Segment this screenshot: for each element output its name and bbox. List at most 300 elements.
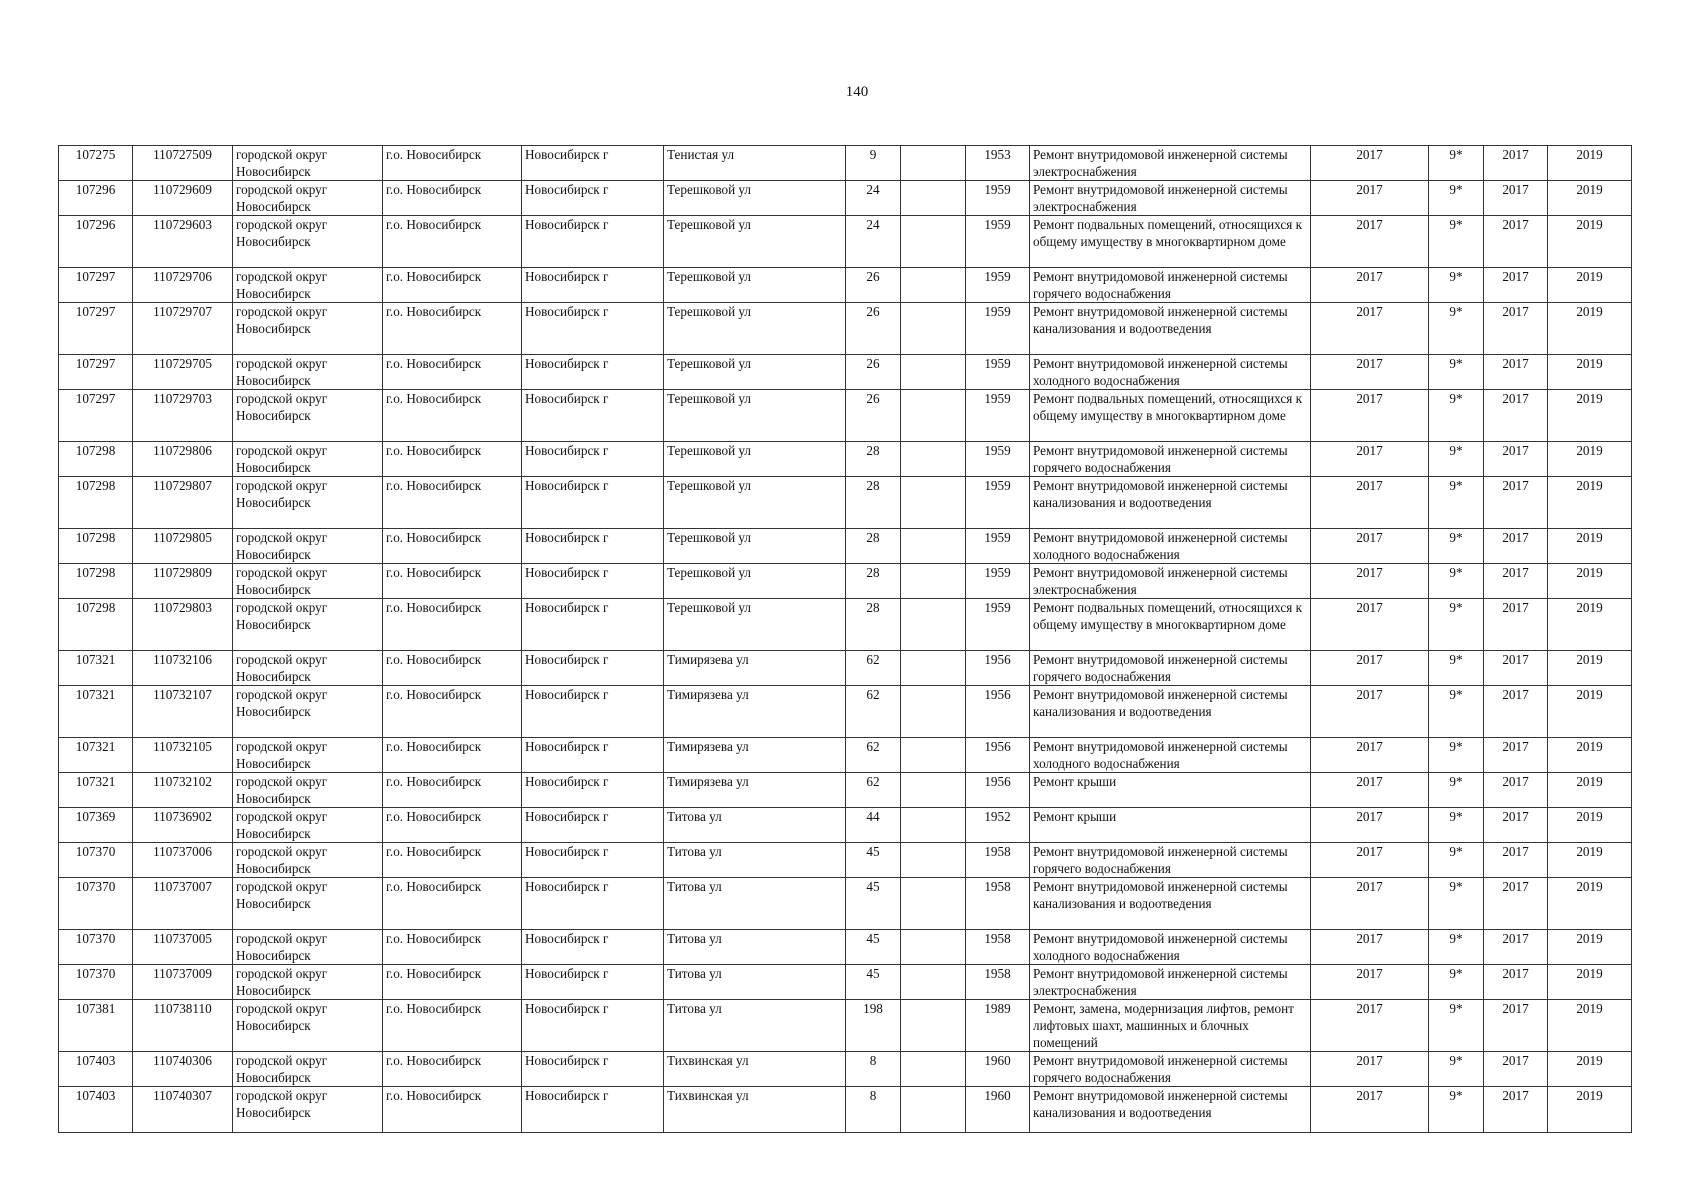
cell-plan-year: 2017 <box>1311 930 1429 965</box>
cell-house-number: 198 <box>846 1000 901 1052</box>
cell-house-id: 107403 <box>59 1087 133 1133</box>
cell-street: Титова ул <box>664 878 846 930</box>
cell-plan-year: 2017 <box>1311 442 1429 477</box>
cell-house-number: 9 <box>846 146 901 181</box>
cell-settlement: Новосибирск г <box>522 181 664 216</box>
cell-municipality: г.о. Новосибирск <box>383 930 522 965</box>
cell-start-year: 2017 <box>1484 965 1548 1000</box>
cell-work-type: Ремонт внутридомовой инженерной системы электроснабжения <box>1030 564 1311 599</box>
cell-street: Терешковой ул <box>664 268 846 303</box>
cell-work-type: Ремонт внутридомовой инженерной системы канализования и водоотведения <box>1030 477 1311 529</box>
cell-end-year: 2019 <box>1548 477 1632 529</box>
cell-settlement: Новосибирск г <box>522 564 664 599</box>
cell-plan-year: 2017 <box>1311 564 1429 599</box>
table-row <box>59 390 1632 442</box>
cell-house-number: 28 <box>846 564 901 599</box>
cell-house-id: 107321 <box>59 651 133 686</box>
table-row <box>59 529 1632 564</box>
cell-plan-year: 2017 <box>1311 1087 1429 1133</box>
cell-code: 9* <box>1429 181 1484 216</box>
cell-house-number: 28 <box>846 599 901 651</box>
cell-street: Титова ул <box>664 930 846 965</box>
cell-plan-year: 2017 <box>1311 146 1429 181</box>
cell-district: городской округ Новосибирск <box>233 843 383 878</box>
cell-build-year: 1958 <box>966 930 1030 965</box>
cell-district: городской округ Новосибирск <box>233 181 383 216</box>
cell-end-year: 2019 <box>1548 686 1632 738</box>
cell-street: Тихвинская ул <box>664 1052 846 1087</box>
cell-house-number: 8 <box>846 1052 901 1087</box>
cell-settlement: Новосибирск г <box>522 303 664 355</box>
cell-municipality: г.о. Новосибирск <box>383 529 522 564</box>
cell-code: 9* <box>1429 564 1484 599</box>
cell-house-number: 44 <box>846 808 901 843</box>
cell-start-year: 2017 <box>1484 355 1548 390</box>
cell-plan-year: 2017 <box>1311 808 1429 843</box>
cell-settlement: Новосибирск г <box>522 878 664 930</box>
cell-start-year: 2017 <box>1484 268 1548 303</box>
cell-house-number: 45 <box>846 965 901 1000</box>
cell-work-id: 110729707 <box>133 303 233 355</box>
cell-municipality: г.о. Новосибирск <box>383 1052 522 1087</box>
cell-start-year: 2017 <box>1484 808 1548 843</box>
cell-end-year: 2019 <box>1548 1052 1632 1087</box>
cell-work-type: Ремонт внутридомовой инженерной системы канализования и водоотведения <box>1030 686 1311 738</box>
cell-end-year: 2019 <box>1548 808 1632 843</box>
cell-municipality: г.о. Новосибирск <box>383 303 522 355</box>
cell-building <box>901 599 966 651</box>
cell-building <box>901 1087 966 1133</box>
cell-district: городской округ Новосибирск <box>233 599 383 651</box>
cell-street: Тенистая ул <box>664 146 846 181</box>
cell-work-id: 110732102 <box>133 773 233 808</box>
cell-end-year: 2019 <box>1548 390 1632 442</box>
cell-plan-year: 2017 <box>1311 390 1429 442</box>
cell-district: городской округ Новосибирск <box>233 442 383 477</box>
cell-work-type: Ремонт внутридомовой инженерной системы канализования и водоотведения <box>1030 878 1311 930</box>
cell-house-number: 8 <box>846 1087 901 1133</box>
cell-end-year: 2019 <box>1548 738 1632 773</box>
cell-municipality: г.о. Новосибирск <box>383 477 522 529</box>
cell-plan-year: 2017 <box>1311 529 1429 564</box>
cell-work-id: 110740306 <box>133 1052 233 1087</box>
table-row <box>59 477 1632 529</box>
cell-district: городской округ Новосибирск <box>233 1052 383 1087</box>
table-row <box>59 773 1632 808</box>
cell-code: 9* <box>1429 1087 1484 1133</box>
cell-work-id: 110727509 <box>133 146 233 181</box>
cell-house-id: 107298 <box>59 599 133 651</box>
cell-end-year: 2019 <box>1548 146 1632 181</box>
cell-municipality: г.о. Новосибирск <box>383 843 522 878</box>
table-row <box>59 1087 1632 1133</box>
cell-district: городской округ Новосибирск <box>233 268 383 303</box>
cell-district: городской округ Новосибирск <box>233 651 383 686</box>
cell-start-year: 2017 <box>1484 216 1548 268</box>
cell-street: Тимирязева ул <box>664 686 846 738</box>
cell-building <box>901 268 966 303</box>
cell-district: городской округ Новосибирск <box>233 808 383 843</box>
cell-house-id: 107321 <box>59 738 133 773</box>
cell-street: Терешковой ул <box>664 442 846 477</box>
cell-build-year: 1953 <box>966 146 1030 181</box>
cell-district: городской округ Новосибирск <box>233 930 383 965</box>
cell-plan-year: 2017 <box>1311 181 1429 216</box>
cell-district: городской округ Новосибирск <box>233 773 383 808</box>
cell-build-year: 1959 <box>966 181 1030 216</box>
cell-building <box>901 843 966 878</box>
table-row <box>59 355 1632 390</box>
cell-plan-year: 2017 <box>1311 1052 1429 1087</box>
cell-municipality: г.о. Новосибирск <box>383 181 522 216</box>
table-row <box>59 1000 1632 1052</box>
cell-end-year: 2019 <box>1548 651 1632 686</box>
cell-building <box>901 1052 966 1087</box>
cell-work-type: Ремонт внутридомовой инженерной системы холодного водоснабжения <box>1030 738 1311 773</box>
cell-house-id: 107275 <box>59 146 133 181</box>
cell-district: городской округ Новосибирск <box>233 303 383 355</box>
cell-build-year: 1958 <box>966 878 1030 930</box>
cell-municipality: г.о. Новосибирск <box>383 599 522 651</box>
cell-start-year: 2017 <box>1484 878 1548 930</box>
cell-house-number: 62 <box>846 773 901 808</box>
cell-street: Терешковой ул <box>664 181 846 216</box>
page-number: 140 <box>845 84 869 100</box>
cell-house-number: 26 <box>846 268 901 303</box>
cell-house-number: 26 <box>846 390 901 442</box>
cell-settlement: Новосибирск г <box>522 1087 664 1133</box>
cell-build-year: 1956 <box>966 651 1030 686</box>
cell-end-year: 2019 <box>1548 216 1632 268</box>
cell-work-type: Ремонт подвальных помещений, относящихся к общему имуществу в многоквартирном доме <box>1030 390 1311 442</box>
cell-municipality: г.о. Новосибирск <box>383 1000 522 1052</box>
cell-house-id: 107297 <box>59 390 133 442</box>
cell-end-year: 2019 <box>1548 355 1632 390</box>
cell-settlement: Новосибирск г <box>522 146 664 181</box>
cell-municipality: г.о. Новосибирск <box>383 564 522 599</box>
cell-building <box>901 965 966 1000</box>
cell-municipality: г.о. Новосибирск <box>383 651 522 686</box>
table-row <box>59 651 1632 686</box>
cell-work-type: Ремонт внутридомовой инженерной системы горячего водоснабжения <box>1030 442 1311 477</box>
cell-code: 9* <box>1429 738 1484 773</box>
cell-building <box>901 930 966 965</box>
cell-district: городской округ Новосибирск <box>233 878 383 930</box>
cell-work-id: 110732105 <box>133 738 233 773</box>
cell-house-number: 28 <box>846 477 901 529</box>
table-row <box>59 808 1632 843</box>
cell-build-year: 1959 <box>966 390 1030 442</box>
cell-work-type: Ремонт подвальных помещений, относящихся к общему имуществу в многоквартирном доме <box>1030 599 1311 651</box>
cell-end-year: 2019 <box>1548 843 1632 878</box>
cell-code: 9* <box>1429 442 1484 477</box>
cell-building <box>901 564 966 599</box>
cell-building <box>901 773 966 808</box>
cell-build-year: 1959 <box>966 216 1030 268</box>
cell-build-year: 1960 <box>966 1087 1030 1133</box>
table-row <box>59 216 1632 268</box>
cell-start-year: 2017 <box>1484 529 1548 564</box>
cell-build-year: 1959 <box>966 268 1030 303</box>
cell-plan-year: 2017 <box>1311 651 1429 686</box>
cell-build-year: 1960 <box>966 1052 1030 1087</box>
cell-end-year: 2019 <box>1548 1000 1632 1052</box>
cell-code: 9* <box>1429 390 1484 442</box>
cell-plan-year: 2017 <box>1311 965 1429 1000</box>
cell-code: 9* <box>1429 216 1484 268</box>
cell-end-year: 2019 <box>1548 268 1632 303</box>
cell-build-year: 1952 <box>966 808 1030 843</box>
cell-code: 9* <box>1429 303 1484 355</box>
cell-start-year: 2017 <box>1484 651 1548 686</box>
cell-end-year: 2019 <box>1548 878 1632 930</box>
cell-plan-year: 2017 <box>1311 477 1429 529</box>
cell-district: городской округ Новосибирск <box>233 390 383 442</box>
cell-street: Тимирязева ул <box>664 738 846 773</box>
cell-settlement: Новосибирск г <box>522 355 664 390</box>
cell-building <box>901 738 966 773</box>
table-row <box>59 738 1632 773</box>
cell-building <box>901 355 966 390</box>
cell-settlement: Новосибирск г <box>522 738 664 773</box>
cell-district: городской округ Новосибирск <box>233 564 383 599</box>
cell-municipality: г.о. Новосибирск <box>383 1087 522 1133</box>
cell-code: 9* <box>1429 773 1484 808</box>
cell-plan-year: 2017 <box>1311 738 1429 773</box>
cell-house-id: 107369 <box>59 808 133 843</box>
cell-building <box>901 878 966 930</box>
cell-work-id: 110729706 <box>133 268 233 303</box>
cell-code: 9* <box>1429 1000 1484 1052</box>
cell-work-id: 110738110 <box>133 1000 233 1052</box>
cell-work-type: Ремонт внутридомовой инженерной системы электроснабжения <box>1030 146 1311 181</box>
cell-house-id: 107321 <box>59 773 133 808</box>
cell-work-type: Ремонт крыши <box>1030 808 1311 843</box>
cell-end-year: 2019 <box>1548 181 1632 216</box>
cell-code: 9* <box>1429 686 1484 738</box>
cell-plan-year: 2017 <box>1311 1000 1429 1052</box>
cell-street: Тихвинская ул <box>664 1087 846 1133</box>
cell-municipality: г.о. Новосибирск <box>383 738 522 773</box>
cell-start-year: 2017 <box>1484 303 1548 355</box>
cell-street: Титова ул <box>664 808 846 843</box>
cell-building <box>901 529 966 564</box>
table-body <box>59 146 1632 1133</box>
cell-end-year: 2019 <box>1548 303 1632 355</box>
cell-house-id: 107297 <box>59 268 133 303</box>
cell-work-type: Ремонт внутридомовой инженерной системы горячего водоснабжения <box>1030 268 1311 303</box>
cell-work-type: Ремонт внутридомовой инженерной системы горячего водоснабжения <box>1030 651 1311 686</box>
cell-start-year: 2017 <box>1484 773 1548 808</box>
cell-house-number: 28 <box>846 529 901 564</box>
cell-build-year: 1959 <box>966 442 1030 477</box>
cell-district: городской округ Новосибирск <box>233 529 383 564</box>
cell-work-type: Ремонт внутридомовой инженерной системы электроснабжения <box>1030 965 1311 1000</box>
table-row <box>59 843 1632 878</box>
cell-settlement: Новосибирск г <box>522 216 664 268</box>
cell-settlement: Новосибирск г <box>522 442 664 477</box>
cell-code: 9* <box>1429 477 1484 529</box>
cell-street: Терешковой ул <box>664 477 846 529</box>
cell-building <box>901 808 966 843</box>
cell-settlement: Новосибирск г <box>522 1000 664 1052</box>
cell-house-number: 24 <box>846 181 901 216</box>
cell-work-id: 110740307 <box>133 1087 233 1133</box>
cell-house-id: 107381 <box>59 1000 133 1052</box>
cell-end-year: 2019 <box>1548 442 1632 477</box>
cell-settlement: Новосибирск г <box>522 529 664 564</box>
cell-street: Терешковой ул <box>664 355 846 390</box>
cell-end-year: 2019 <box>1548 564 1632 599</box>
cell-building <box>901 146 966 181</box>
cell-municipality: г.о. Новосибирск <box>383 965 522 1000</box>
cell-street: Титова ул <box>664 965 846 1000</box>
cell-work-type: Ремонт внутридомовой инженерной системы электроснабжения <box>1030 181 1311 216</box>
table-row <box>59 930 1632 965</box>
cell-plan-year: 2017 <box>1311 878 1429 930</box>
cell-street: Титова ул <box>664 1000 846 1052</box>
cell-house-id: 107403 <box>59 1052 133 1087</box>
cell-house-id: 107297 <box>59 355 133 390</box>
cell-street: Терешковой ул <box>664 303 846 355</box>
cell-build-year: 1959 <box>966 355 1030 390</box>
cell-code: 9* <box>1429 930 1484 965</box>
cell-plan-year: 2017 <box>1311 216 1429 268</box>
cell-code: 9* <box>1429 1052 1484 1087</box>
cell-municipality: г.о. Новосибирск <box>383 268 522 303</box>
cell-work-type: Ремонт внутридомовой инженерной системы холодного водоснабжения <box>1030 529 1311 564</box>
cell-code: 9* <box>1429 651 1484 686</box>
cell-settlement: Новосибирск г <box>522 808 664 843</box>
cell-municipality: г.о. Новосибирск <box>383 442 522 477</box>
cell-house-number: 26 <box>846 355 901 390</box>
cell-work-type: Ремонт внутридомовой инженерной системы горячего водоснабжения <box>1030 843 1311 878</box>
cell-building <box>901 442 966 477</box>
cell-work-id: 110729705 <box>133 355 233 390</box>
cell-work-id: 110729806 <box>133 442 233 477</box>
cell-street: Терешковой ул <box>664 599 846 651</box>
cell-street: Терешковой ул <box>664 216 846 268</box>
cell-build-year: 1959 <box>966 477 1030 529</box>
cell-settlement: Новосибирск г <box>522 1052 664 1087</box>
cell-work-type: Ремонт крыши <box>1030 773 1311 808</box>
cell-build-year: 1958 <box>966 843 1030 878</box>
cell-settlement: Новосибирск г <box>522 843 664 878</box>
cell-work-id: 110732106 <box>133 651 233 686</box>
cell-building <box>901 651 966 686</box>
cell-municipality: г.о. Новосибирск <box>383 878 522 930</box>
cell-settlement: Новосибирск г <box>522 651 664 686</box>
cell-district: городской округ Новосибирск <box>233 1000 383 1052</box>
table-row <box>59 268 1632 303</box>
cell-work-type: Ремонт внутридомовой инженерной системы холодного водоснабжения <box>1030 930 1311 965</box>
cell-building <box>901 390 966 442</box>
cell-district: городской округ Новосибирск <box>233 216 383 268</box>
cell-settlement: Новосибирск г <box>522 773 664 808</box>
cell-house-number: 28 <box>846 442 901 477</box>
cell-work-id: 110737007 <box>133 878 233 930</box>
cell-work-id: 110732107 <box>133 686 233 738</box>
cell-house-id: 107297 <box>59 303 133 355</box>
table-row <box>59 686 1632 738</box>
cell-work-type: Ремонт, замена, модернизация лифтов, ремонт лифтовых шахт, машинных и блочных помещений <box>1030 1000 1311 1052</box>
cell-house-id: 107370 <box>59 843 133 878</box>
cell-district: городской округ Новосибирск <box>233 686 383 738</box>
cell-code: 9* <box>1429 529 1484 564</box>
cell-work-id: 110737009 <box>133 965 233 1000</box>
cell-settlement: Новосибирск г <box>522 268 664 303</box>
cell-house-number: 62 <box>846 686 901 738</box>
table-row <box>59 878 1632 930</box>
cell-street: Титова ул <box>664 843 846 878</box>
cell-start-year: 2017 <box>1484 390 1548 442</box>
cell-code: 9* <box>1429 843 1484 878</box>
cell-house-id: 107298 <box>59 529 133 564</box>
cell-code: 9* <box>1429 146 1484 181</box>
cell-build-year: 1959 <box>966 303 1030 355</box>
cell-plan-year: 2017 <box>1311 843 1429 878</box>
cell-house-number: 24 <box>846 216 901 268</box>
cell-start-year: 2017 <box>1484 146 1548 181</box>
cell-house-id: 107321 <box>59 686 133 738</box>
cell-start-year: 2017 <box>1484 1052 1548 1087</box>
cell-start-year: 2017 <box>1484 477 1548 529</box>
table-row <box>59 599 1632 651</box>
cell-build-year: 1959 <box>966 529 1030 564</box>
cell-settlement: Новосибирск г <box>522 390 664 442</box>
cell-settlement: Новосибирск г <box>522 477 664 529</box>
table-row <box>59 1052 1632 1087</box>
cell-start-year: 2017 <box>1484 181 1548 216</box>
cell-district: городской округ Новосибирск <box>233 477 383 529</box>
cell-street: Терешковой ул <box>664 564 846 599</box>
cell-district: городской округ Новосибирск <box>233 355 383 390</box>
cell-municipality: г.о. Новосибирск <box>383 808 522 843</box>
cell-build-year: 1989 <box>966 1000 1030 1052</box>
cell-building <box>901 686 966 738</box>
cell-end-year: 2019 <box>1548 529 1632 564</box>
cell-build-year: 1956 <box>966 738 1030 773</box>
cell-house-number: 45 <box>846 843 901 878</box>
cell-street: Тимирязева ул <box>664 651 846 686</box>
cell-municipality: г.о. Новосибирск <box>383 686 522 738</box>
cell-start-year: 2017 <box>1484 843 1548 878</box>
cell-work-type: Ремонт подвальных помещений, относящихся к общему имуществу в многоквартирном доме <box>1030 216 1311 268</box>
cell-start-year: 2017 <box>1484 564 1548 599</box>
cell-district: городской округ Новосибирск <box>233 146 383 181</box>
cell-work-id: 110729807 <box>133 477 233 529</box>
cell-work-id: 110729809 <box>133 564 233 599</box>
cell-work-id: 110729805 <box>133 529 233 564</box>
cell-work-type: Ремонт внутридомовой инженерной системы канализования и водоотведения <box>1030 1087 1311 1133</box>
cell-start-year: 2017 <box>1484 442 1548 477</box>
cell-work-id: 110737006 <box>133 843 233 878</box>
cell-building <box>901 1000 966 1052</box>
cell-build-year: 1956 <box>966 773 1030 808</box>
cell-end-year: 2019 <box>1548 599 1632 651</box>
cell-work-type: Ремонт внутридомовой инженерной системы канализования и водоотведения <box>1030 303 1311 355</box>
cell-work-id: 110729803 <box>133 599 233 651</box>
cell-code: 9* <box>1429 599 1484 651</box>
cell-plan-year: 2017 <box>1311 355 1429 390</box>
cell-district: городской округ Новосибирск <box>233 1087 383 1133</box>
cell-end-year: 2019 <box>1548 930 1632 965</box>
cell-settlement: Новосибирск г <box>522 686 664 738</box>
cell-municipality: г.о. Новосибирск <box>383 216 522 268</box>
cell-work-id: 110737005 <box>133 930 233 965</box>
cell-municipality: г.о. Новосибирск <box>383 355 522 390</box>
cell-house-id: 107296 <box>59 216 133 268</box>
